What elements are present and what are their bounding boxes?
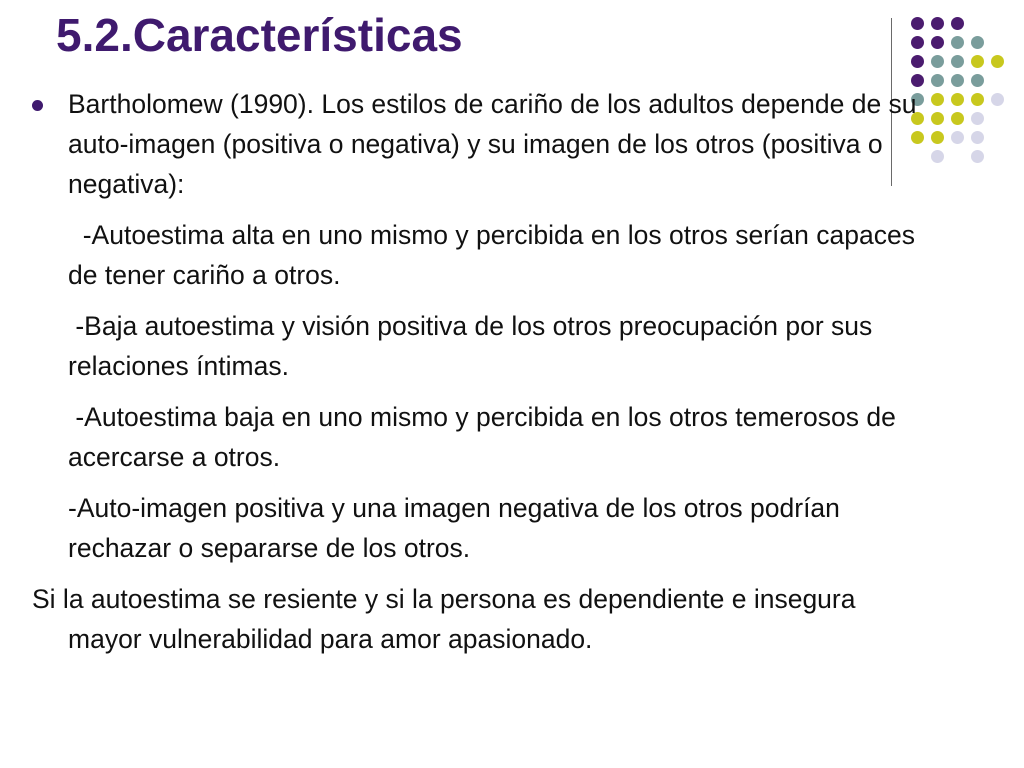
sub-paragraph-high-self-esteem: -Autoestima alta en uno mismo y percibida en los otros serían capaces de tener cariño a otros.	[68, 220, 915, 290]
decorative-dot	[991, 55, 1004, 68]
decorative-dot	[931, 74, 944, 87]
decorative-dot	[931, 55, 944, 68]
decorative-dot	[971, 131, 984, 144]
sub-paragraph-low-self-esteem-fearful: -Autoestima baja en uno mismo y percibida en los otros temerosos de acercarse a otros.	[68, 402, 896, 472]
slide-title: 5.2.Características	[56, 9, 463, 61]
decorative-dot	[971, 74, 984, 87]
decorative-dot	[931, 17, 944, 30]
decorative-dot	[951, 74, 964, 87]
decorative-dot	[911, 55, 924, 68]
decorative-dot	[951, 131, 964, 144]
decorative-dot	[931, 112, 944, 125]
decorative-dot	[951, 36, 964, 49]
decorative-dot	[971, 55, 984, 68]
decorative-dot	[931, 93, 944, 106]
decorative-dot	[991, 93, 1004, 106]
decorative-dot	[951, 112, 964, 125]
decorative-dot	[951, 55, 964, 68]
bullet-paragraph-intro: Bartholomew (1990). Los estilos de cariño de los adultos depende de su auto-imagen (positiva o negativa) y su imagen de los otros (positiva o negativa):	[32, 84, 932, 204]
decorative-dot	[971, 93, 984, 106]
decorative-dot	[931, 131, 944, 144]
decorative-dot	[911, 36, 924, 49]
paragraph-conclusion: Si la autoestima se resiente y si la persona es dependiente e insegura mayor vulnerabilidad para amor apasionado.	[32, 584, 856, 654]
decorative-dot	[951, 93, 964, 106]
decorative-dot	[911, 17, 924, 30]
decorative-dot	[971, 150, 984, 163]
sub-paragraph-positive-self-negative-others: -Auto-imagen positiva y una imagen negativa de los otros podrían rechazar o separarse de los otros.	[68, 493, 840, 563]
decorative-dot	[951, 17, 964, 30]
slide-body	[32, 84, 932, 670]
decorative-dot	[931, 150, 944, 163]
decorative-dot	[931, 36, 944, 49]
sub-paragraph-low-self-esteem-positive-others: -Baja autoestima y visión positiva de los otros preocupación por sus relaciones íntimas.	[68, 311, 873, 381]
decorative-dot	[971, 36, 984, 49]
decorative-dot	[971, 112, 984, 125]
